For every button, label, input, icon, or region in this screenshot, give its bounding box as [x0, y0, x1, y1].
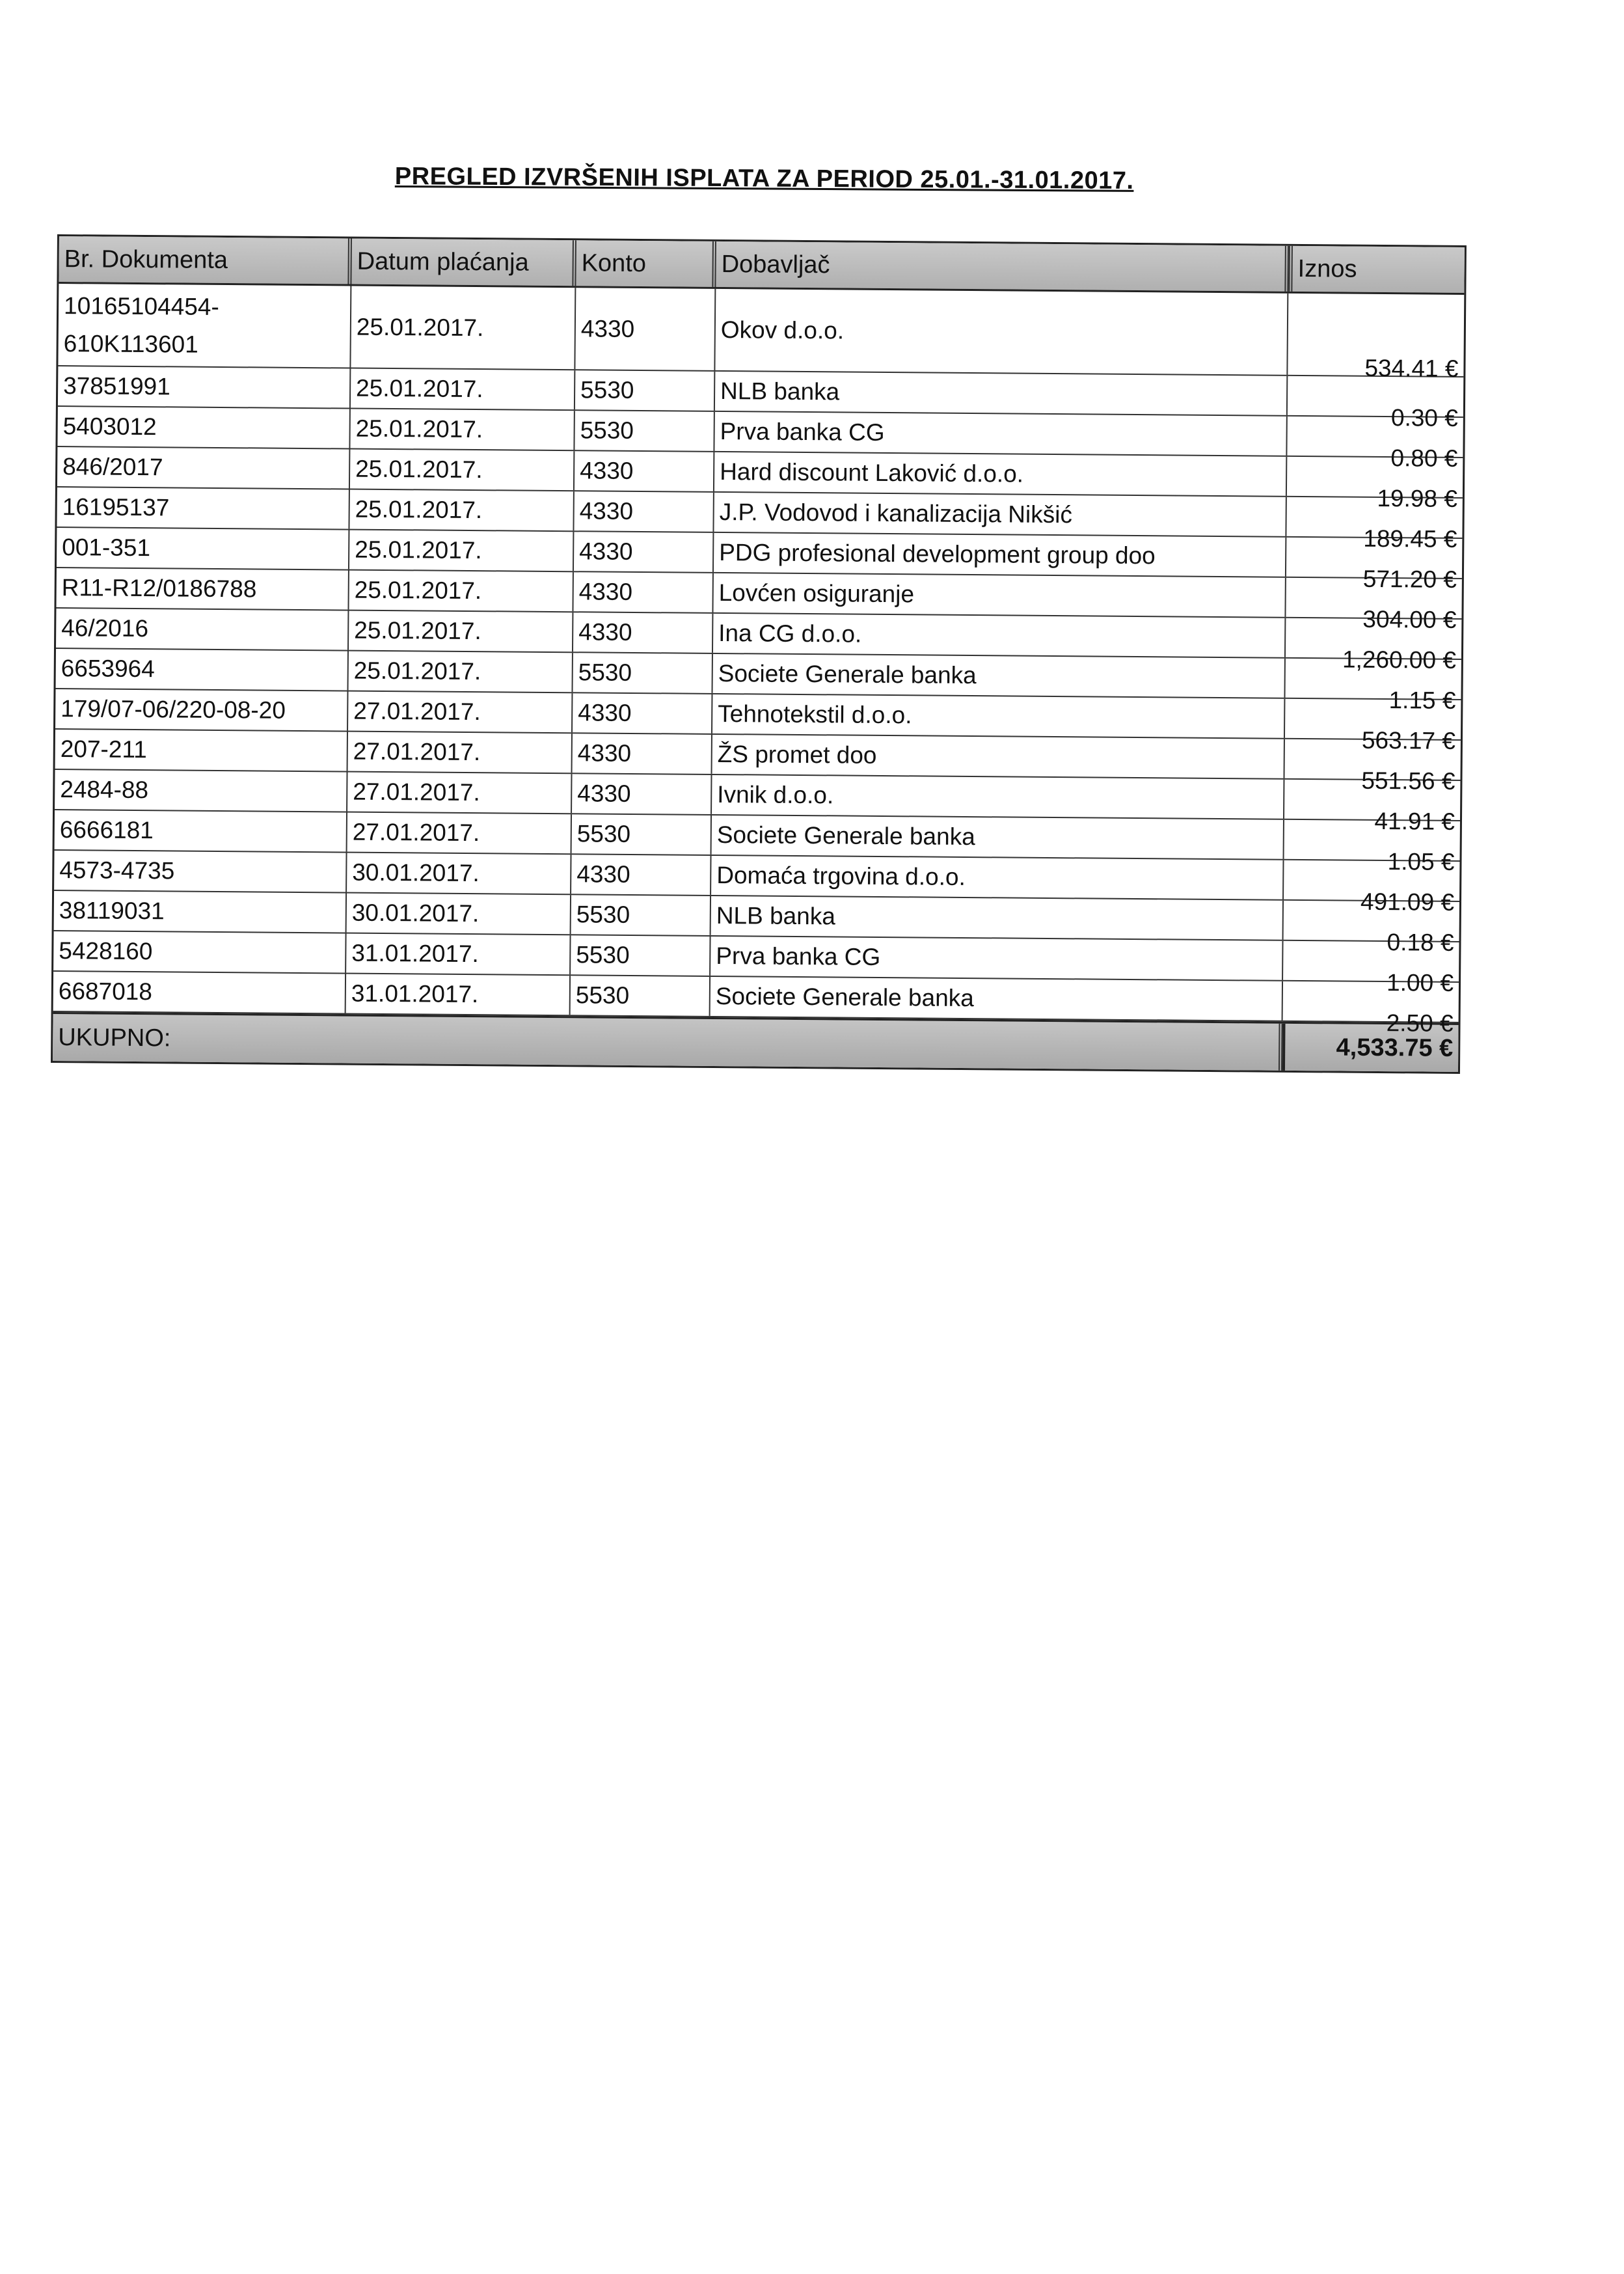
konto-cell: 4330 — [573, 733, 712, 774]
header-amount: Iznos — [1288, 246, 1465, 293]
payment-date-cell: 25.01.2017. — [349, 490, 574, 531]
doc-number-cell: R11-R12/0186788 — [56, 568, 349, 610]
payment-date-cell: 30.01.2017. — [347, 894, 571, 935]
konto-cell: 5530 — [573, 653, 713, 693]
payment-date-cell: 31.01.2017. — [346, 974, 571, 1015]
supplier-cell: Societe Generale banka — [712, 815, 1284, 859]
amount-cell: 1.00 € — [1386, 969, 1454, 996]
doc-number-cell: 4573-4735 — [54, 851, 347, 892]
supplier-cell: NLB banka — [715, 372, 1288, 415]
header-supplier: Dobavljač — [716, 241, 1289, 292]
payment-date-cell: 27.01.2017. — [348, 732, 573, 773]
supplier-cell: Hard discount Laković d.o.o. — [714, 452, 1287, 496]
konto-cell: 5530 — [575, 370, 715, 411]
doc-number-cell: 6666181 — [55, 810, 347, 852]
konto-cell: 5530 — [572, 814, 712, 855]
payment-date-cell: 27.01.2017. — [348, 692, 573, 733]
header-payment-date: Datum plaćanja — [351, 239, 576, 286]
header-konto: Konto — [576, 240, 716, 287]
amount-cell: 491.09 € — [1360, 888, 1455, 916]
konto-cell: 5530 — [571, 935, 710, 976]
payment-date-cell: 30.01.2017. — [347, 853, 571, 894]
doc-number-line-1: 10165104454- — [63, 292, 219, 321]
document-title: PREGLED IZVRŠENIH ISPLATA ZA PERIOD 25.01.-31.01.2017. — [394, 163, 1134, 195]
payment-date-cell: 25.01.2017. — [349, 571, 573, 612]
konto-cell: 4330 — [573, 612, 713, 653]
total-amount: 4,533.75 € — [1282, 1024, 1459, 1072]
doc-number-cell: 179/07-06/220-08-20 — [55, 689, 348, 731]
amount-cell: 1.05 € — [1387, 848, 1455, 875]
amount-cell: 19.98 € — [1377, 484, 1458, 512]
doc-number-cell: 207-211 — [55, 730, 348, 771]
amount-cell: 571.20 € — [1362, 565, 1457, 593]
payment-date-cell: 25.01.2017. — [349, 611, 573, 652]
amount-cell: 0.18 € — [1387, 929, 1454, 956]
payment-date-cell: 25.01.2017. — [349, 651, 573, 692]
supplier-cell: Societe Generale banka — [712, 654, 1285, 698]
konto-cell: 5530 — [571, 895, 711, 935]
total-row — [53, 1012, 1459, 1072]
payment-date-cell: 25.01.2017. — [351, 369, 575, 410]
konto-cell: 4330 — [571, 855, 711, 895]
payments-table — [51, 234, 1467, 1074]
supplier-cell: Okov d.o.o. — [715, 289, 1288, 375]
amount-cell: 1.15 € — [1388, 687, 1456, 714]
supplier-cell: Lovćen osiguranje — [713, 573, 1286, 617]
header-doc-number: Br. Dokumenta — [59, 236, 352, 284]
doc-number-cell: 5403012 — [57, 407, 350, 448]
payment-date-cell: 27.01.2017. — [347, 813, 572, 854]
konto-cell: 4330 — [575, 288, 716, 370]
doc-number-line-2: 610K113601 — [63, 329, 198, 358]
amount-cell: 189.45 € — [1363, 525, 1457, 553]
supplier-cell: ŽS promet doo — [712, 735, 1285, 778]
payment-date-cell: 31.01.2017. — [346, 934, 571, 975]
konto-cell: 4330 — [574, 491, 714, 532]
konto-cell: 4330 — [575, 451, 714, 491]
doc-number-cell: 46/2016 — [56, 609, 349, 650]
supplier-cell: J.P. Vodovod i kanalizacija Nikšić — [714, 493, 1286, 536]
doc-number-cell: 6653964 — [56, 649, 349, 691]
doc-number-cell: 6687018 — [53, 972, 346, 1013]
supplier-cell: Domaća trgovina d.o.o. — [711, 856, 1284, 899]
amount-cell: 0.80 € — [1390, 445, 1458, 472]
konto-cell: 4330 — [573, 572, 713, 612]
amount-cell: 2.50 € — [1386, 1009, 1454, 1037]
amount-cell: 563.17 € — [1361, 726, 1456, 754]
doc-number-cell: 16195137 — [57, 487, 349, 529]
payment-date-cell: 25.01.2017. — [350, 409, 575, 450]
doc-number-cell: 001-351 — [57, 528, 349, 569]
supplier-cell: Prva banka CG — [714, 412, 1287, 456]
amount-cell: 534.41 € — [1364, 354, 1459, 382]
amount-cell: 304.00 € — [1362, 605, 1457, 633]
supplier-cell: PDG profesional development group doo — [714, 533, 1286, 577]
supplier-cell: Ivnik d.o.o. — [712, 775, 1284, 819]
total-label: UKUPNO: — [53, 1014, 1283, 1071]
doc-number-cell: 38119031 — [54, 891, 347, 933]
konto-cell: 5530 — [571, 976, 710, 1016]
payment-date-cell: 25.01.2017. — [350, 450, 575, 491]
doc-number-cell: 37851991 — [58, 366, 351, 408]
amount-cell: 41.91 € — [1374, 807, 1455, 835]
konto-cell: 5530 — [575, 411, 714, 451]
konto-cell: 4330 — [574, 532, 714, 572]
supplier-cell: Tehnotekstil d.o.o. — [712, 694, 1285, 738]
supplier-cell: Prva banka CG — [710, 937, 1283, 980]
payment-date-cell: 25.01.2017. — [351, 286, 576, 370]
payment-date-cell: 27.01.2017. — [347, 773, 572, 814]
amount-cell: 1,260.00 € — [1342, 646, 1457, 674]
table-row — [58, 284, 1464, 382]
doc-number-cell — [58, 284, 351, 368]
doc-number-cell: 5428160 — [53, 931, 346, 973]
amount-cell: 551.56 € — [1361, 767, 1455, 795]
supplier-cell: NLB banka — [711, 896, 1284, 940]
konto-cell: 4330 — [572, 774, 712, 814]
doc-number-cell: 2484-88 — [55, 770, 347, 812]
supplier-cell: Societe Generale banka — [710, 977, 1283, 1021]
konto-cell: 4330 — [573, 693, 712, 733]
payment-date-cell: 25.01.2017. — [349, 530, 574, 571]
doc-number-cell: 846/2017 — [57, 447, 350, 489]
amount-cell: 0.30 € — [1390, 404, 1459, 432]
supplier-cell: Ina CG d.o.o. — [713, 614, 1286, 657]
